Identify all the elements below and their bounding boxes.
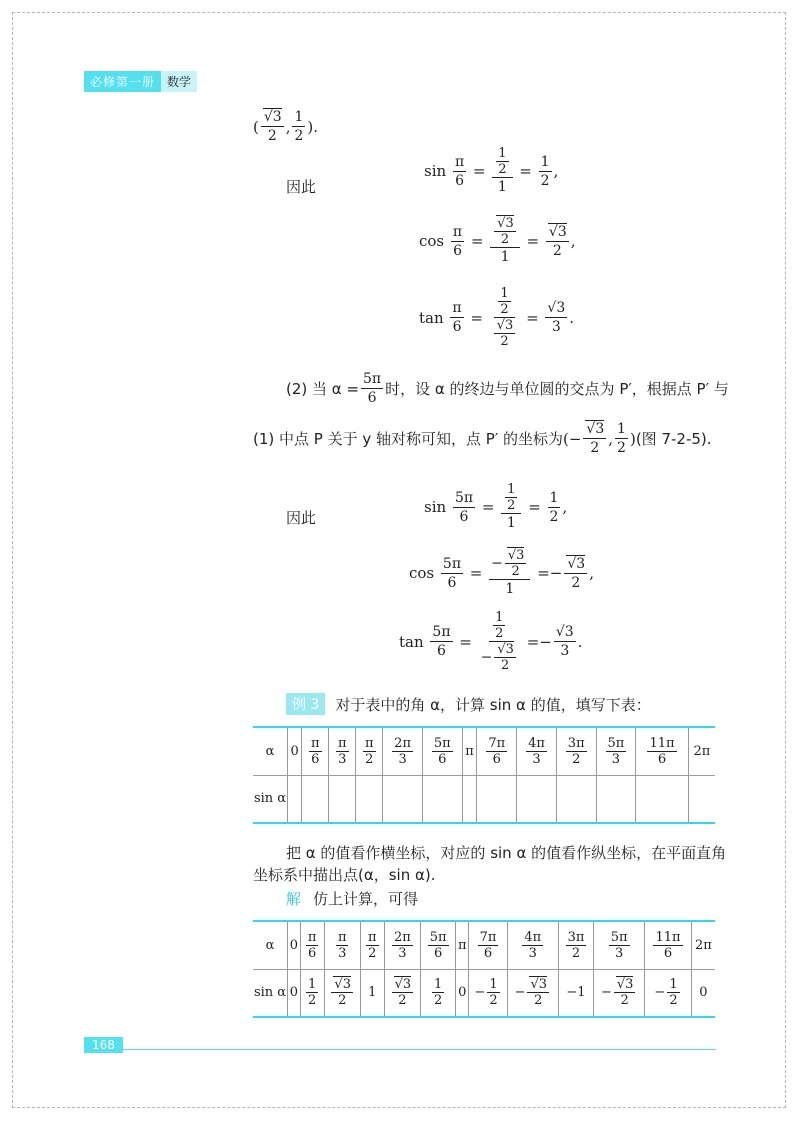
angle-cell: $\frac{2\pi}{3}$ [383, 727, 423, 775]
example-text: 对于表中的角 α，计算 sin α 的值，填写下表： [335, 695, 651, 714]
sin-value-cell: − $\frac{1}{2}$ [645, 969, 692, 1017]
angle-cell: $\frac{4\pi}{3}$ [517, 727, 557, 775]
angle-cell: $\frac{\pi}{3}$ [329, 727, 356, 775]
angle-cell: $\frac{\pi}{2}$ [356, 727, 383, 775]
header-subject: 数学 [161, 71, 197, 92]
angle-cell: $\frac{2\pi}{3}$ [384, 921, 420, 969]
angle-cell: $\frac{\pi}{6}$ [300, 921, 324, 969]
example-3 [286, 693, 651, 715]
angle-cell: $\frac{5\pi}{3}$ [594, 921, 645, 969]
sin-value-cell [462, 775, 477, 823]
paragraph-3-line-1: 把 α 的值看作横坐标，对应的 sin α 的值看作纵坐标，在平面直角 [286, 844, 727, 862]
sin-value-cell: $\frac{1}{2}$ [300, 969, 324, 1017]
angle-cell: $\frac{5\pi}{6}$ [421, 921, 456, 969]
angle-cell: 2π [691, 921, 715, 969]
sin-value-cell: − $\frac{1}{2}$ [469, 969, 507, 1017]
sin-value-cell: √ $\frac{3}{2}$ [384, 969, 420, 1017]
sin-value-cell [383, 775, 423, 823]
sin-header-cell: sin α [253, 969, 288, 1017]
therefore-label-1: 因此 [286, 178, 317, 196]
therefore-label-2: 因此 [286, 509, 317, 527]
sin-value-cell [636, 775, 688, 823]
angle-cell: $\frac{7\pi}{6}$ [477, 727, 517, 775]
angle-cell: 0 [288, 727, 302, 775]
sin-value-cell [477, 775, 517, 823]
header-book-tag: 必修第一册 [84, 71, 161, 92]
sin-value-cell [596, 775, 636, 823]
angle-cell: $\frac{11\pi}{6}$ [636, 727, 688, 775]
filled-sin-table [253, 920, 715, 1018]
angle-cell: π [462, 727, 477, 775]
sin-header-cell: sin α [253, 775, 288, 823]
footer-rule [84, 1049, 716, 1050]
sin-value-cell: − √ $\frac{3}{2}$ [594, 969, 645, 1017]
table-row [253, 727, 715, 775]
angle-cell: $\frac{3\pi}{2}$ [558, 921, 593, 969]
sin-value-cell: − √ $\frac{3}{2}$ [507, 969, 558, 1017]
solution-label: 解 [286, 890, 302, 908]
sin-5pi-6-equation: sin $\frac{5\pi}{6}$ = $\frac{\frac{1}{2}}{1}$ = $\frac{1}{2}$ , [424, 482, 568, 531]
sin-value-cell: $\frac{1}{2}$ [421, 969, 456, 1017]
solution-text: 仿上计算，可得 [313, 890, 419, 908]
paragraph-2-line-1: (2) 当 α = $\frac{5\pi}{6}$ 时，设 α 的终边与单位圆的交点为 P′，根据点 P′ 与 [286, 371, 729, 406]
example-label: 例 3 [286, 693, 325, 715]
angle-cell: $\frac{\pi}{2}$ [360, 921, 384, 969]
running-header [84, 71, 197, 92]
sin-pi-6-equation: sin $\frac{\pi}{6}$ = $\frac{\frac{1}{2}}{1}$ = $\frac{1}{2}$ , [424, 146, 559, 195]
alpha-header-cell: α [253, 727, 288, 775]
angle-cell: $\frac{3\pi}{2}$ [556, 727, 596, 775]
coordinate-line: ( √ $\frac{3}{2}$ , $\frac{1}{2}$ ). [253, 108, 318, 145]
sin-value-cell [556, 775, 596, 823]
sin-value-cell: −1 [558, 969, 593, 1017]
cos-pi-6-equation: cos $\frac{\pi}{6}$ = √ $\frac{\frac{3}{2}}{1}$ = √ $\frac{3}{2}$ , [419, 216, 576, 266]
sin-value-cell [329, 775, 356, 823]
angle-cell: $\frac{7\pi}{6}$ [469, 921, 507, 969]
table-row [253, 775, 715, 823]
sin-value-cell: 1 [360, 969, 384, 1017]
angle-cell: $\frac{5\pi}{3}$ [596, 727, 636, 775]
page-number: 168 [84, 1037, 123, 1053]
paren-open: ( [253, 117, 259, 136]
tan-pi-6-equation: tan $\frac{\pi}{6}$ = $\frac{1}{2}$ √ $\frac{3}{2}$ = $\frac{√3}{3}$ . [419, 286, 574, 349]
angle-cell: π [456, 921, 469, 969]
cos-5pi-6-equation: cos $\frac{5\pi}{6}$ = − √ $\frac{3}{2}$ 1 =− √ $\frac{3}{2}$ , [409, 548, 594, 598]
paragraph-3-line-2: 坐标系中描出点(α，sin α). [253, 866, 436, 884]
angle-cell: $\frac{4\pi}{3}$ [507, 921, 558, 969]
angle-cell: $\frac{5\pi}{6}$ [422, 727, 462, 775]
fraction-sqrt3-over-2: √ $\frac{3}{2}$ [261, 108, 284, 145]
angle-cell: $\frac{\pi}{3}$ [324, 921, 360, 969]
sin-value-cell: 0 [288, 969, 301, 1017]
table-row [253, 969, 715, 1017]
sin-value-cell [302, 775, 329, 823]
fraction-1-over-2: $\frac{1}{2}$ [294, 109, 304, 144]
sin-value-cell [288, 775, 302, 823]
sin-value-cell [356, 775, 383, 823]
tan-5pi-6-equation: tan $\frac{5\pi}{6}$ = $\frac{1}{2}$ − √ $\frac{3}{2}$ =− $\frac{√3}{3}$ . [399, 610, 582, 673]
empty-sin-table [253, 726, 715, 824]
table-row [253, 921, 715, 969]
angle-cell: 2π [688, 727, 715, 775]
sin-value-cell: 0 [456, 969, 469, 1017]
alpha-header-cell: α [253, 921, 288, 969]
sin-value-cell [517, 775, 557, 823]
sin-value-cell: √ $\frac{3}{2}$ [324, 969, 360, 1017]
angle-cell: $\frac{11\pi}{6}$ [645, 921, 692, 969]
angle-cell: $\frac{\pi}{6}$ [302, 727, 329, 775]
sin-value-cell [422, 775, 462, 823]
paragraph-2-line-2: (1) 中点 P 关于 y 轴对称可知，点 P′ 的坐标为 (− √ $\frac{3}{2}$ , $\frac{1}{2}$ ) (图 7-2-5). [253, 420, 712, 457]
sin-value-cell [688, 775, 715, 823]
angle-cell: 0 [288, 921, 301, 969]
sin-value-cell: 0 [691, 969, 715, 1017]
solution-line [286, 888, 418, 909]
